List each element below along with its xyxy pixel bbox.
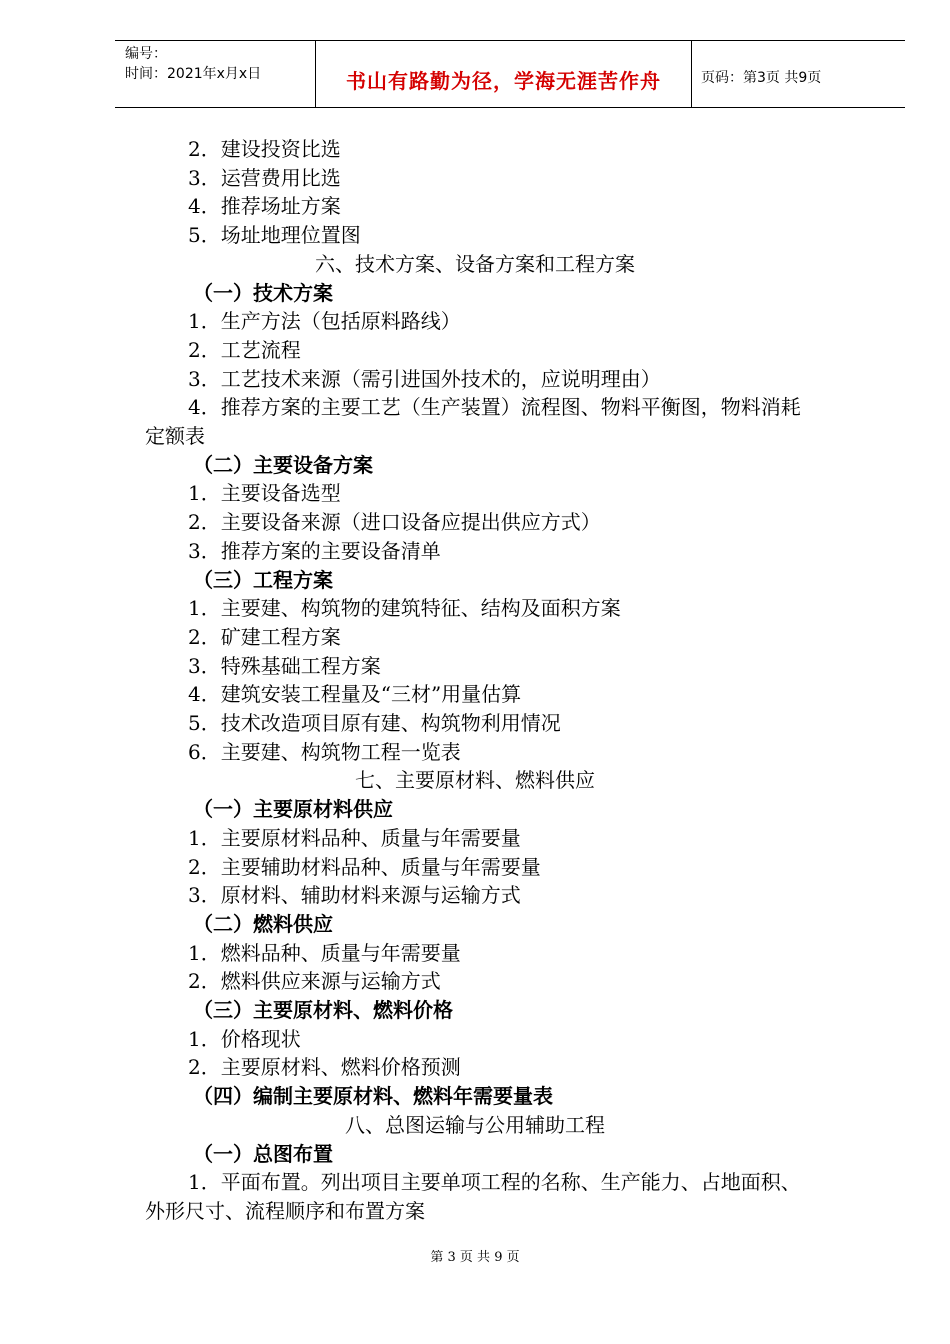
list-item: 3．推荐方案的主要设备清单 [188, 539, 441, 563]
list-item: 2．主要辅助材料品种、质量与年需要量 [188, 855, 541, 879]
list-item: 定额表 [145, 424, 205, 448]
list-item: 4．建筑安装工程量及“三材”用量估算 [188, 682, 522, 706]
subsection-heading: （二）主要设备方案 [193, 453, 373, 477]
list-item: 2．燃料供应来源与运输方式 [188, 969, 441, 993]
list-item: 1．生产方法（包括原料路线） [188, 309, 461, 333]
list-item: 3．原材料、辅助材料来源与运输方式 [188, 883, 521, 907]
motto-text: 书山有路勤为径，学海无涯苦作舟 [346, 69, 661, 93]
subsection-heading: （三）工程方案 [193, 568, 333, 592]
list-item: 2．建设投资比选 [188, 137, 341, 161]
list-item: 1．主要原材料品种、质量与年需要量 [188, 826, 521, 850]
header-motto-cell [315, 41, 692, 107]
list-item: 1．平面布置。列出项目主要单项工程的名称、生产能力、占地面积、 [188, 1170, 801, 1194]
subsection-heading: （二）燃料供应 [193, 912, 333, 936]
list-item: 1．主要建、构筑物的建筑特征、结构及面积方案 [188, 596, 621, 620]
list-item: 5．场址地理位置图 [188, 223, 361, 247]
subsection-heading: （三）主要原材料、燃料价格 [193, 998, 453, 1022]
page-code: 页码：第3页 共9页 [701, 70, 822, 86]
section-heading: 七、主要原材料、燃料供应 [355, 768, 595, 792]
subsection-heading: （一）技术方案 [193, 281, 333, 305]
subsection-heading: （一）总图布置 [193, 1142, 333, 1166]
list-item: 2．矿建工程方案 [188, 625, 341, 649]
list-item: 3．特殊基础工程方案 [188, 654, 381, 678]
subsection-heading: （四）编制主要原材料、燃料年需要量表 [193, 1084, 553, 1108]
list-item: 2．主要原材料、燃料价格预测 [188, 1055, 461, 1079]
section-heading: 八、总图运输与公用辅助工程 [345, 1113, 605, 1137]
list-item: 外形尺寸、流程顺序和布置方案 [145, 1199, 425, 1223]
number-label: 编号： [125, 46, 167, 62]
header-left-cell [115, 41, 315, 107]
page-footer: 第 3 页 共 9 页 [430, 1250, 520, 1265]
list-item: 5．技术改造项目原有建、构筑物利用情况 [188, 711, 561, 735]
list-item: 1．燃料品种、质量与年需要量 [188, 941, 461, 965]
list-item: 2．工艺流程 [188, 338, 301, 362]
list-item: 3．运营费用比选 [188, 166, 341, 190]
list-item: 4．推荐场址方案 [188, 194, 341, 218]
section-heading: 六、技术方案、设备方案和工程方案 [315, 252, 635, 276]
list-item: 1．主要设备选型 [188, 481, 341, 505]
list-item: 6．主要建、构筑物工程一览表 [188, 740, 461, 764]
list-item: 4．推荐方案的主要工艺（生产装置）流程图、物料平衡图，物料消耗 [188, 395, 801, 419]
list-item: 2．主要设备来源（进口设备应提出供应方式） [188, 510, 601, 534]
subsection-heading: （一）主要原材料供应 [193, 797, 393, 821]
header-right-cell [691, 41, 905, 107]
time-label: 时间：2021年x月x日 [125, 66, 262, 82]
list-item: 3．工艺技术来源（需引进国外技术的，应说明理由） [188, 367, 661, 391]
page-header [115, 40, 905, 108]
list-item: 1．价格现状 [188, 1027, 301, 1051]
